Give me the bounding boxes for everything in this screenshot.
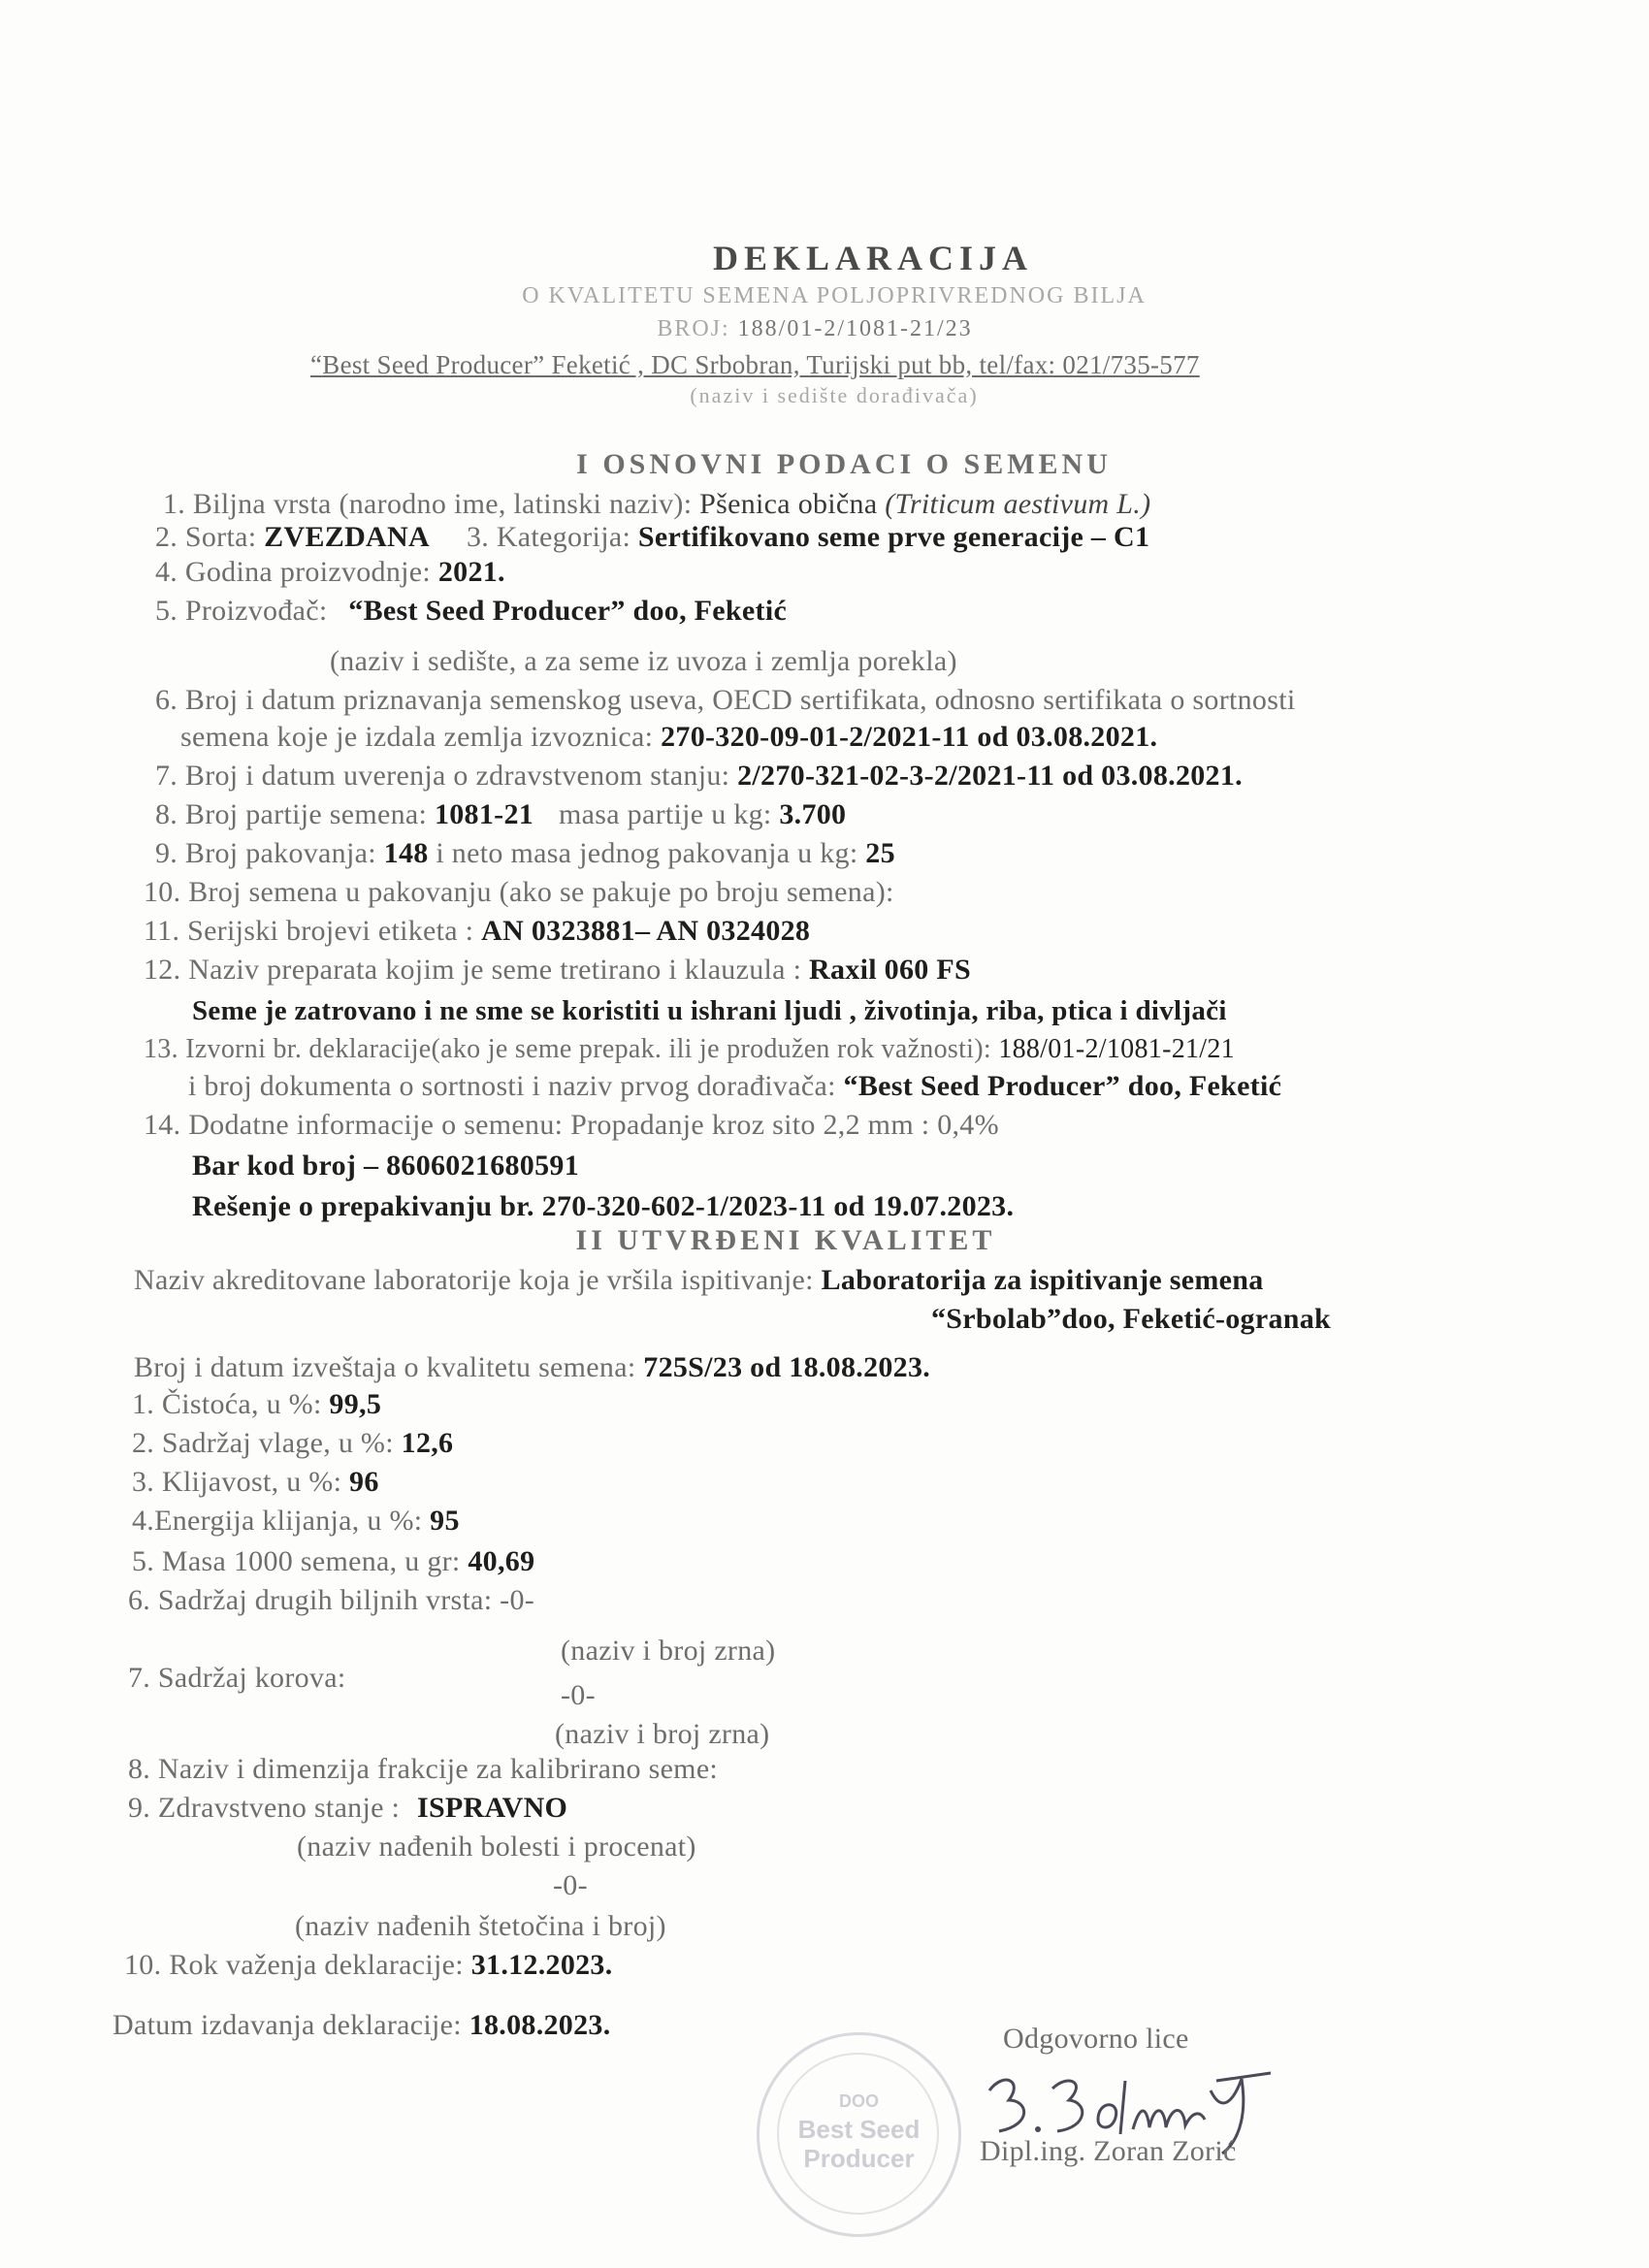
quality-7-value: -0- xyxy=(561,1679,596,1711)
quality-9-caption-2: (naziv nađenih štetočina i broj) xyxy=(295,1910,666,1942)
responsible-person-name: Dipl.ing. Zoran Zorić xyxy=(980,2135,1237,2167)
quality-3-row xyxy=(132,1465,379,1500)
quality-4-label: 4.Energija klijanja, u %: xyxy=(132,1505,431,1537)
item-14-row xyxy=(144,1108,999,1143)
lab-row xyxy=(134,1263,1264,1298)
company-line: “Best Seed Producer” Feketić , DC Srbobran, Turijski put bb, tel/fax: 021/735-577 xyxy=(310,350,1200,379)
report-row xyxy=(134,1350,930,1385)
section1-heading: I OSNOVNI PODACI O SEMENU xyxy=(576,448,1112,480)
quality-10-label: 10. Rok važenja deklaracije: xyxy=(124,1949,471,1981)
item-2-3-row xyxy=(155,520,1149,555)
item-8-mass-label: masa partije u kg: xyxy=(559,798,780,830)
item-6-line1: 6. Broj i datum priznavanja semenskog useva, OECD sertifikata, odnosno sertifikata o sortnosti xyxy=(155,684,1296,716)
quality-1-value: 99,5 xyxy=(329,1388,382,1420)
item-11-value: AN 0323881– AN 0324028 xyxy=(481,915,811,947)
quality-10-value: 31.12.2023. xyxy=(470,1949,613,1981)
item-13-label: 13. Izvorni br. deklaracije(ako je seme prepak. ili je produžen rok važnosti): xyxy=(144,1034,999,1064)
item-12-warning: Seme je zatrovano i ne sme se koristiti u ishrani ljudi , životinja, riba, ptica i divljači xyxy=(192,995,1227,1026)
quality-9-value: ISPRAVNO xyxy=(416,1792,568,1824)
item-7-label: 7. Broj i datum uverenja o zdravstvenom stanju: xyxy=(155,760,738,792)
quality-8-row: 8. Naziv i dimenzija frakcije za kalibrirano seme: xyxy=(128,1753,719,1785)
quality-6-value: -0- xyxy=(500,1584,535,1616)
lab-label: Naziv akreditovane laboratorije koja je vršila ispitivanje: xyxy=(134,1264,822,1296)
issue-date-label: Datum izdavanja deklaracije: xyxy=(113,2009,469,2041)
item-6-value: 270-320-09-01-2/2021-11 od 03.08.2021. xyxy=(661,721,1158,753)
stamp-line-2: Best Seed xyxy=(797,2115,921,2144)
item-1-value: Pšenica obična xyxy=(699,488,886,520)
item-1-latin: (Triticum aestivum L.) xyxy=(885,488,1151,520)
item-14-label: 14. Dodatne informacije o semenu: xyxy=(144,1109,571,1141)
document-title: DEKLARACIJA xyxy=(712,239,1034,277)
item-4-value: 2021. xyxy=(437,556,505,588)
quality-4-value: 95 xyxy=(430,1505,460,1537)
quality-9-row xyxy=(128,1791,567,1826)
issue-date-row xyxy=(113,2008,611,2043)
item-5-value: “Best Seed Producer” doo, Feketić xyxy=(348,595,788,627)
item-10-row: 10. Broj semena u pakovanju (ako se pakuje po broju semena): xyxy=(144,876,894,908)
item-2-value: ZVEZDANA xyxy=(264,521,430,553)
item-9-value: 148 xyxy=(383,837,429,869)
item-8-mass-value: 3.700 xyxy=(779,798,847,830)
item-11-row xyxy=(144,914,810,949)
quality-2-row xyxy=(132,1426,453,1461)
item-14-barcode: Bar kod broj – 8606021680591 xyxy=(192,1150,580,1182)
quality-5-label: 5. Masa 1000 semena, u gr: xyxy=(132,1545,469,1577)
item-13-row xyxy=(144,1032,1235,1067)
stamp-line-3: Producer xyxy=(803,2144,915,2173)
item-2-label: 2. Sorta: xyxy=(155,521,265,553)
report-label: Broj i datum izveštaja o kvalitetu semena: xyxy=(134,1351,644,1383)
item-3-value: Sertifikovano seme prve generacije – C1 xyxy=(637,521,1150,553)
quality-9-caption-1: (naziv nađenih bolesti i procenat) xyxy=(297,1831,696,1863)
item-3-label: 3. Kategorija: xyxy=(466,521,638,553)
company-caption: (naziv i sedište dorađivača) xyxy=(690,383,979,407)
lab-value-2: “Srbolab”doo, Feketić-ogranak xyxy=(931,1303,1332,1335)
quality-7-caption: (naziv i broj zrna) xyxy=(555,1718,770,1750)
stamp-line-1: DOO xyxy=(838,2091,879,2111)
item-12-row xyxy=(144,953,971,988)
quality-1-row xyxy=(132,1387,381,1422)
item-5-row xyxy=(155,594,787,629)
quality-10-row xyxy=(124,1948,613,1983)
document-number-value: 188/01-2/1081-21/23 xyxy=(737,316,973,341)
item-1-label: 1. Biljna vrsta (narodno ime, latinski naziv): xyxy=(163,488,700,520)
item-7-value: 2/270-321-02-3-2/2021-11 od 03.08.2021. xyxy=(737,760,1243,792)
item-4-label: 4. Godina proizvodnje: xyxy=(155,556,438,588)
item-8-row xyxy=(155,797,846,832)
quality-7-label: 7. Sadržaj korova: xyxy=(128,1662,346,1694)
item-12-label: 12. Naziv preparata kojim je seme tretirano i klauzula : xyxy=(144,954,810,986)
document-number xyxy=(543,316,1086,342)
item-1-row xyxy=(163,487,1150,522)
item-12-value: Raxil 060 FS xyxy=(809,954,971,986)
quality-6-caption: (naziv i broj zrna) xyxy=(561,1635,776,1667)
quality-2-label: 2. Sadržaj vlage, u %: xyxy=(132,1427,402,1459)
item-9-net-value: 25 xyxy=(865,837,895,869)
quality-9-value-2: -0- xyxy=(553,1869,588,1901)
section2-heading: II UTVRĐENI KVALITET xyxy=(575,1224,996,1256)
report-value: 725S/23 od 18.08.2023. xyxy=(643,1351,931,1383)
item-5-caption: (naziv i sedište, a za seme iz uvoza i zemlja porekla) xyxy=(330,645,957,677)
company-stamp xyxy=(757,2032,961,2237)
quality-6-label: 6. Sadržaj drugih biljnih vrsta: xyxy=(128,1584,501,1616)
item-13-line2 xyxy=(188,1069,1281,1104)
item-14-repack: Rešenje o prepakivanju br. 270-320-602-1/2023-11 od 19.07.2023. xyxy=(192,1190,1015,1222)
item-7-row xyxy=(155,759,1243,794)
issue-date-value: 18.08.2023. xyxy=(469,2009,611,2041)
item-4-row xyxy=(155,555,505,590)
quality-5-row xyxy=(132,1544,534,1579)
item-13-line2-label: i broj dokumenta o sortnosti i naziv prvog dorađivača: xyxy=(188,1070,844,1102)
responsible-person-label: Odgovorno lice xyxy=(1003,2023,1189,2055)
item-9-row xyxy=(155,836,895,871)
item-9-net-label: i neto masa jednog pakovanja u kg: xyxy=(428,837,866,869)
quality-9-label: 9. Zdravstveno stanje : xyxy=(128,1792,407,1824)
item-6-label: semena koje je izdala zemlja izvoznica: xyxy=(180,721,662,753)
item-13-line2-value: “Best Seed Producer” doo, Feketić xyxy=(843,1070,1282,1102)
quality-3-label: 3. Klijavost, u %: xyxy=(132,1466,350,1498)
document-number-label: BROJ: xyxy=(657,316,730,341)
item-14-value: Propadanje kroz sito 2,2 mm : 0,4% xyxy=(570,1109,999,1141)
quality-4-row xyxy=(132,1504,460,1539)
lab-value-1: Laboratorija za ispitivanje semena xyxy=(821,1264,1264,1296)
quality-3-value: 96 xyxy=(349,1466,379,1498)
quality-1-label: 1. Čistoća, u %: xyxy=(132,1388,330,1420)
quality-2-value: 12,6 xyxy=(401,1427,454,1459)
item-8-value: 1081-21 xyxy=(434,798,534,830)
item-13-value: 188/01-2/1081-21/21 xyxy=(998,1034,1235,1064)
document-subtitle: O KVALITETU SEMENA POLJOPRIVREDNOG BILJA xyxy=(522,283,1147,308)
item-6-line2 xyxy=(180,720,1157,755)
quality-6-row xyxy=(128,1583,534,1618)
quality-5-value: 40,69 xyxy=(468,1545,535,1577)
item-9-label: 9. Broj pakovanja: xyxy=(155,837,384,869)
item-5-label: 5. Proizvođač: xyxy=(155,595,336,627)
item-8-label: 8. Broj partije semena: xyxy=(155,798,435,830)
item-11-label: 11. Serijski brojevi etiketa : xyxy=(144,915,482,947)
